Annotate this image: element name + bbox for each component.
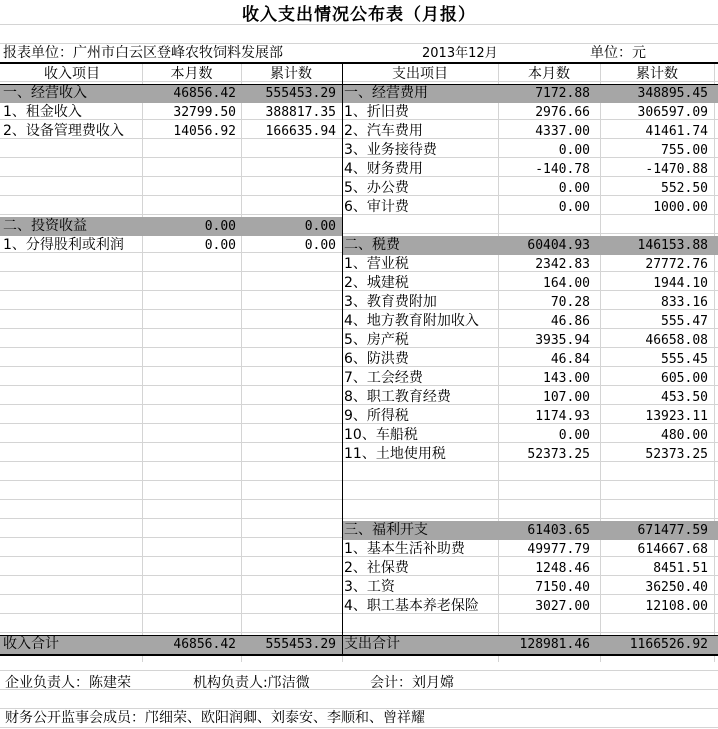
expense-cumulative-header: 累计数 — [636, 66, 678, 82]
expense-item-month: 46.84 — [550, 352, 590, 367]
expense-item-month: 4337.00 — [535, 124, 590, 139]
expense-item-label: 11、土地使用税 — [344, 446, 446, 462]
enterprise-head: 企业负责人：陈建荣 — [5, 675, 131, 691]
expense-item-cumulative: 12108.00 — [645, 599, 708, 614]
expense-item-label: 5、房产税 — [344, 332, 409, 348]
income-section-label: 一、经营收入 — [3, 85, 87, 101]
expense-item-label: 4、职工基本养老保险 — [344, 598, 479, 614]
expense-month-header: 本月数 — [528, 66, 570, 82]
reporting-unit: 报表单位：广州市白云区登峰农牧饲料发展部 — [3, 45, 283, 61]
expense-item-cumulative: 306597.09 — [637, 105, 708, 120]
grid-line — [0, 480, 718, 481]
expense-item-month: 7150.40 — [535, 580, 590, 595]
expense-item-month: 2976.66 — [535, 105, 590, 120]
table-border — [342, 62, 343, 654]
report-period: 2013年12月 — [422, 46, 498, 61]
income-item-month: 32799.50 — [173, 105, 236, 120]
expense-item-month: 46.86 — [550, 314, 590, 329]
income-cumulative-header: 累计数 — [270, 66, 312, 82]
expense-item-cumulative: 833.16 — [661, 295, 708, 310]
expense-item-cumulative: 755.00 — [661, 143, 708, 158]
expense-item-month: 143.00 — [543, 371, 590, 386]
income-month-header: 本月数 — [170, 66, 213, 82]
grid-line — [142, 62, 143, 662]
expense-item-label: 9、所得税 — [344, 408, 409, 424]
expense-item-cumulative: 614667.68 — [637, 542, 708, 557]
expense-item-header: 支出项目 — [392, 66, 448, 82]
income-total-cumulative: 555453.29 — [265, 637, 336, 652]
expense-item-cumulative: 1000.00 — [653, 200, 708, 215]
expense-section-cumulative: 671477.59 — [637, 523, 708, 538]
income-item-cumulative: 166635.94 — [265, 124, 336, 139]
expense-item-label: 6、防洪费 — [344, 351, 409, 367]
expense-item-cumulative: 41461.74 — [645, 124, 708, 139]
expense-item-cumulative: 52373.25 — [645, 447, 708, 462]
expense-item-label: 2、社保费 — [344, 560, 409, 576]
income-total-month: 46856.42 — [173, 637, 236, 652]
expense-item-month: 3027.00 — [535, 599, 590, 614]
expense-item-cumulative: 605.00 — [661, 371, 708, 386]
expense-item-label: 1、营业税 — [344, 256, 409, 272]
grid-line — [241, 62, 242, 662]
expense-item-month: 107.00 — [543, 390, 590, 405]
income-total-label: 收入合计 — [3, 636, 59, 652]
expense-item-month: 3935.94 — [535, 333, 590, 348]
expense-item-cumulative: 555.45 — [661, 352, 708, 367]
income-section-label: 二、投资收益 — [3, 218, 87, 234]
expense-total-month: 128981.46 — [519, 637, 590, 652]
expense-item-cumulative: 46658.08 — [645, 333, 708, 348]
expense-item-cumulative: 27772.76 — [645, 257, 708, 272]
expense-item-cumulative: -1470.88 — [645, 162, 708, 177]
expense-total-cumulative: 1166526.92 — [629, 637, 708, 652]
expense-section-month: 61403.65 — [527, 523, 590, 538]
expense-section-month: 60404.93 — [527, 238, 590, 253]
income-section-month: 0.00 — [204, 219, 236, 234]
expense-item-month: 0.00 — [558, 143, 590, 158]
expense-item-label: 2、城建税 — [344, 275, 409, 291]
income-item-month: 0.00 — [204, 238, 236, 253]
income-item-cumulative: 0.00 — [304, 238, 336, 253]
expense-item-month: 0.00 — [558, 181, 590, 196]
expense-item-label: 2、汽车费用 — [344, 123, 423, 139]
income-section-month: 46856.42 — [173, 86, 236, 101]
expense-item-label: 3、业务接待费 — [344, 142, 437, 158]
expense-item-cumulative: 13923.11 — [645, 409, 708, 424]
expense-section-label: 三、福利开支 — [344, 522, 428, 538]
expense-item-month: 49977.79 — [527, 542, 590, 557]
table-border — [0, 654, 718, 656]
expense-item-label: 10、车船税 — [344, 427, 418, 443]
accountant: 会计：刘月嫦 — [370, 675, 454, 691]
currency-unit: 单位：元 — [590, 45, 646, 61]
expense-item-label: 8、职工教育经费 — [344, 389, 451, 405]
expense-item-cumulative: 8451.51 — [653, 561, 708, 576]
income-item-label: 1、租金收入 — [3, 104, 82, 120]
grid-line — [0, 632, 718, 633]
expense-item-month: 0.00 — [558, 200, 590, 215]
report-title: 收入支出情况公布表（月报） — [242, 5, 476, 25]
expense-item-month: 164.00 — [543, 276, 590, 291]
expense-item-label: 1、折旧费 — [344, 104, 409, 120]
expense-item-label: 3、工资 — [344, 579, 395, 595]
expense-total-label: 支出合计 — [344, 636, 400, 652]
grid-line — [0, 518, 718, 519]
income-item-month: 14056.92 — [173, 124, 236, 139]
expense-section-cumulative: 146153.88 — [637, 238, 708, 253]
expense-item-label: 7、工会经费 — [344, 370, 423, 386]
income-item-label: 1、分得股利或利润 — [3, 237, 124, 253]
expense-item-month: 1248.46 — [535, 561, 590, 576]
expense-item-label: 6、审计费 — [344, 199, 409, 215]
expense-item-cumulative: 480.00 — [661, 428, 708, 443]
grid-line — [714, 62, 715, 662]
expense-item-month: 0.00 — [558, 428, 590, 443]
expense-item-label: 4、财务费用 — [344, 161, 423, 177]
expense-item-month: 52373.25 — [527, 447, 590, 462]
expense-item-cumulative: 36250.40 — [645, 580, 708, 595]
income-section-cumulative: 555453.29 — [265, 86, 336, 101]
income-item-header: 收入项目 — [44, 66, 100, 82]
expense-item-label: 1、基本生活补助费 — [344, 541, 465, 557]
expense-item-cumulative: 552.50 — [661, 181, 708, 196]
expense-item-cumulative: 555.47 — [661, 314, 708, 329]
expense-item-label: 5、办公费 — [344, 180, 409, 196]
org-head: 机构负责人:邝洁微 — [193, 675, 310, 691]
expense-section-cumulative: 348895.45 — [637, 86, 708, 101]
grid-line — [0, 499, 718, 500]
expense-section-label: 一、经营费用 — [344, 85, 428, 101]
income-item-label: 2、设备管理费收入 — [3, 123, 124, 139]
expense-section-month: 7172.88 — [535, 86, 590, 101]
expense-item-label: 3、教育费附加 — [344, 294, 437, 310]
expense-item-cumulative: 453.50 — [661, 390, 708, 405]
income-item-cumulative: 388817.35 — [265, 105, 336, 120]
expense-section-label: 二、税费 — [344, 237, 400, 253]
expense-item-cumulative: 1944.10 — [653, 276, 708, 291]
expense-item-month: -140.78 — [535, 162, 590, 177]
income-section-cumulative: 0.00 — [304, 219, 336, 234]
grid-line — [0, 670, 718, 671]
supervisory-board: 财务公开监事会成员：邝细荣、欧阳润卿、刘泰安、李顺和、曾祥耀 — [5, 710, 425, 726]
expense-item-month: 1174.93 — [535, 409, 590, 424]
expense-item-month: 70.28 — [550, 295, 590, 310]
expense-item-month: 2342.83 — [535, 257, 590, 272]
expense-item-label: 4、地方教育附加收入 — [344, 313, 479, 329]
